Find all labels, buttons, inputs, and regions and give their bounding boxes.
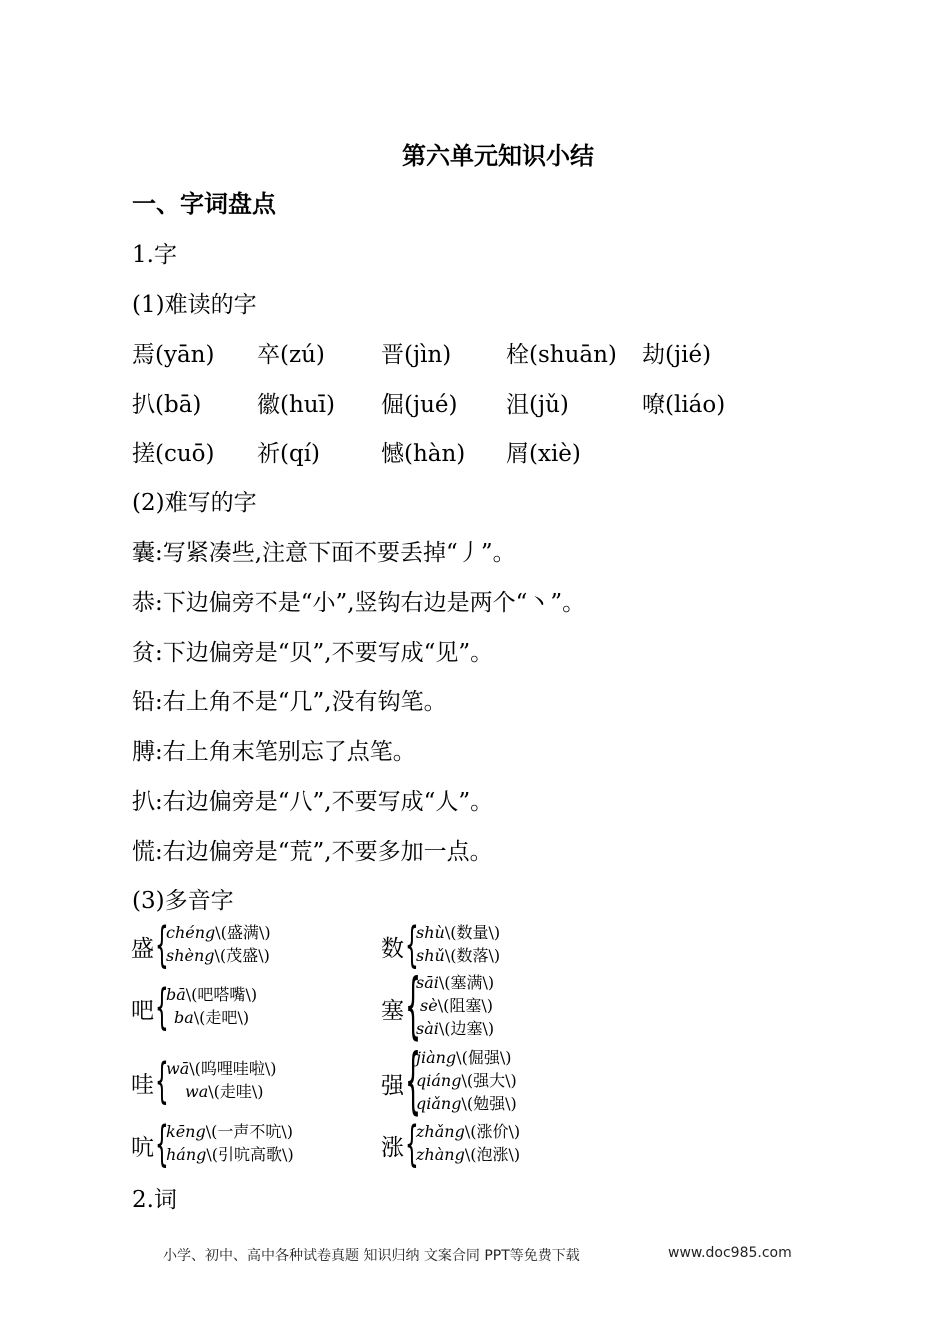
brace-icon: { — [405, 963, 422, 1047]
reading-line: shèng\(茂盛\) — [166, 946, 270, 965]
hard-write-heading: (2)难写的字 — [132, 490, 257, 516]
subsection-characters: 1.字 — [132, 242, 177, 268]
reading-line: zhǎng\(涨价\) — [416, 1122, 521, 1141]
section-heading-word-review: 一、字词盘点 — [132, 190, 276, 218]
hard-read-item: 卒(zú) — [257, 342, 325, 368]
hard-write-item: 囊:写紧凑些,注意下面不要丢掉“丿”。 — [132, 540, 516, 566]
polyphonic-char: 哇 — [131, 1072, 154, 1098]
brace-icon: { — [405, 917, 419, 973]
hard-write-item: 慌:右边偏旁是“荒”,不要多加一点。 — [132, 839, 493, 865]
hard-read-item: 祈(qí) — [257, 441, 321, 467]
reading-line: wa\(走哇\) — [185, 1082, 264, 1101]
brace-icon: { — [155, 1053, 169, 1109]
polyphonic-char: 强 — [381, 1073, 404, 1099]
hard-write-item: 贫:下边偏旁是“贝”,不要写成“见”。 — [132, 640, 494, 666]
hard-write-item: 扒:右边偏旁是“八”,不要写成“人”。 — [132, 789, 494, 815]
reading-line: sè\(阻塞\) — [420, 996, 493, 1015]
reading-line: chéng\(盛满\) — [166, 923, 271, 942]
polyphonic-char: 盛 — [131, 936, 154, 962]
brace-icon: { — [405, 1116, 419, 1172]
hard-write-item: 膊:右上角末笔别忘了点笔。 — [132, 739, 416, 765]
reading-line: ba\(走吧\) — [174, 1008, 250, 1027]
reading-line: wā\(呜哩哇啦\) — [166, 1059, 277, 1078]
hard-read-item: 焉(yān) — [132, 342, 215, 368]
hard-read-item: 屑(xiè) — [506, 441, 581, 467]
page-title: 第六单元知识小结 — [402, 142, 594, 170]
brace-icon: { — [155, 1116, 169, 1172]
reading-line: háng\(引吭高歌\) — [166, 1145, 294, 1164]
reading-line: qiáng\(强大\) — [416, 1071, 517, 1090]
reading-line: zhàng\(泡涨\) — [416, 1145, 521, 1164]
hard-read-item: 沮(jǔ) — [506, 392, 569, 418]
hard-read-item: 憾(hàn) — [381, 441, 466, 467]
brace-icon: { — [155, 917, 169, 973]
hard-write-item: 恭:下边偏旁不是“小”,竖钩右边是两个“丶”。 — [132, 590, 586, 616]
hard-read-item: 栓(shuān) — [506, 342, 617, 368]
footer-url[interactable]: www.doc985.com — [668, 1245, 792, 1261]
footer-text: 小学、初中、高中各种试卷真题 知识归纳 文案合同 PPT等免费下载 — [163, 1248, 580, 1264]
subsection-words: 2.词 — [132, 1187, 177, 1213]
polyphonic-char: 涨 — [381, 1135, 404, 1161]
polyphonic-char: 吧 — [131, 998, 154, 1024]
reading-line: shù\(数量\) — [416, 923, 501, 942]
hard-read-heading: (1)难读的字 — [132, 292, 257, 318]
polyphonic-char: 塞 — [381, 998, 404, 1024]
hard-write-item: 铅:右上角不是“几”,没有钩笔。 — [132, 689, 447, 715]
brace-icon: { — [155, 979, 169, 1035]
reading-line: shǔ\(数落\) — [416, 946, 501, 965]
hard-read-item: 劫(jié) — [642, 342, 712, 368]
hard-read-item: 搓(cuō) — [132, 441, 215, 467]
polyphonic-char: 数 — [381, 936, 404, 962]
reading-line: qiǎng\(勉强\) — [416, 1094, 517, 1113]
polyphonic-char: 吭 — [131, 1135, 154, 1161]
hard-read-item: 嘹(liáo) — [642, 392, 726, 418]
hard-read-item: 徽(huī) — [257, 392, 335, 418]
polyphonic-heading: (3)多音字 — [132, 888, 234, 914]
hard-read-item: 晋(jìn) — [381, 342, 452, 368]
reading-line: jiàng\(倔强\) — [416, 1048, 512, 1067]
reading-line: sài\(边塞\) — [416, 1019, 495, 1038]
brace-icon: { — [405, 1038, 422, 1122]
hard-read-item: 倔(jué) — [381, 392, 458, 418]
reading-line: sāi\(塞满\) — [416, 973, 495, 992]
hard-read-item: 扒(bā) — [132, 392, 202, 418]
reading-line: kēng\(一声不吭\) — [166, 1122, 294, 1141]
reading-line: bā\(吧嗒嘴\) — [166, 985, 258, 1004]
